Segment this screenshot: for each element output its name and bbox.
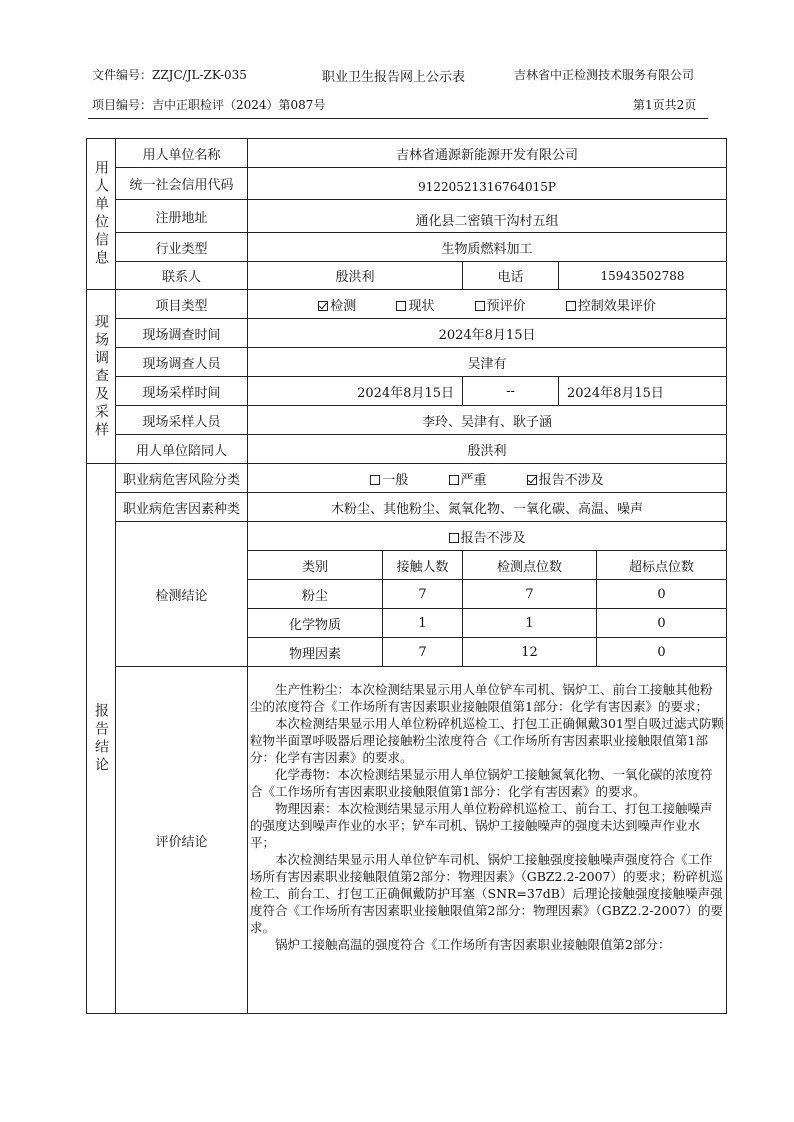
employer-name-label: 用人单位名称 — [116, 139, 248, 168]
row-sampling-time — [87, 377, 727, 406]
company-name: 吉林省中正检测技术服务有限公司 — [514, 68, 695, 82]
checkbox-icon — [566, 301, 576, 311]
surveyor-label: 现场调查人员 — [116, 348, 248, 377]
col-header-points: 检测点位数 — [463, 551, 597, 580]
risk-options — [248, 464, 727, 493]
table-cell: 7 — [463, 580, 597, 609]
table-cell: 0 — [597, 609, 727, 638]
option-control-evaluation: 控制效果评价 — [566, 295, 656, 314]
row-contact — [87, 262, 727, 290]
risk-label: 职业病危害风险分类 — [116, 464, 248, 493]
row-factors — [87, 493, 727, 522]
sampling-time-label: 现场采样时间 — [116, 377, 248, 406]
row-credit-code — [87, 168, 727, 200]
eval-paragraph: 本次检测结果显示用人单位铲车司机、锅炉工接触强度接触噪声强度符合《工作场所有害因素职业接触限值第2部分：物理因素》（GBZ2.2-2007）的要求；粉碎机巡检工、前台工、打包工正确佩戴防护耳塞（SNR=37dB）后理论接触强度接触噪声强度符合《工作场所有害因素职业接触限值第2部分：物理因素》（GBZ2.2-2007）的要求。 — [250, 852, 723, 935]
checkbox-icon — [449, 475, 459, 485]
eval-conclusion — [248, 667, 727, 1014]
detect-not-involved: 报告不涉及 — [248, 522, 727, 551]
eval-paragraph: 生产性粉尘：本次检测结果显示用人单位铲车司机、锅炉工、前台工接触其他粉尘的浓度符合《工作场所有害因素职业接触限值第1部分：化学有害因素》的要求； — [250, 682, 713, 714]
row-risk — [87, 464, 727, 493]
phone: 15943502788 — [559, 262, 727, 290]
header-rule — [88, 118, 708, 119]
eval-paragraph: 化学毒物：本次检测结果显示用人单位锅炉工接触氮氧化物、一氧化碳的浓度符合《工作场所有害因素职业接触限值第1部分：化学有害因素》的要求。 — [250, 767, 713, 799]
table-cell: 0 — [597, 580, 727, 609]
row-project-type — [87, 290, 727, 319]
table-cell: 12 — [463, 638, 597, 667]
project-number: 项目编号：吉中正职检评（2024）第087号 — [92, 98, 326, 112]
table-cell: 7 — [383, 580, 463, 609]
doc-number: 文件编号：ZZJC/JL-ZK-035 — [92, 68, 247, 82]
option-severe: 严重 — [449, 469, 487, 488]
eval-label: 评价结论 — [116, 667, 248, 1014]
col-header-exceeding: 超标点位数 — [597, 551, 727, 580]
row-detect-not-involved — [87, 522, 727, 551]
companion: 殷洪利 — [248, 435, 727, 464]
industry: 生物质燃料加工 — [248, 233, 727, 262]
option-not-involved: 报告不涉及 — [527, 469, 604, 488]
col-header-category: 类别 — [248, 551, 383, 580]
phone-label: 电话 — [463, 262, 559, 290]
table-cell: 物理因素 — [248, 638, 383, 667]
sampler-label: 现场采样人员 — [116, 406, 248, 435]
table-cell: 粉尘 — [248, 580, 383, 609]
checkbox-icon — [475, 301, 485, 311]
sampling-end: 2024年8月15日 — [559, 377, 727, 406]
option-status: 现状 — [396, 295, 434, 314]
checkbox-checked-icon — [318, 301, 328, 311]
checkbox-checked-icon — [527, 475, 537, 485]
detect-label: 检测结论 — [116, 522, 248, 667]
project-type-label: 项目类型 — [116, 290, 248, 319]
section-survey: 现场调查及采样 — [87, 290, 116, 464]
factors-label: 职业病危害因素种类 — [116, 493, 248, 522]
checkbox-icon — [370, 475, 380, 485]
contact: 殷洪利 — [248, 262, 463, 290]
row-evaluation — [87, 667, 727, 1014]
col-header-exposed: 接触人数 — [383, 551, 463, 580]
address: 通化县二密镇干沟村五组 — [248, 200, 727, 233]
page-number: 第1页共2页 — [633, 98, 697, 112]
address-label: 注册地址 — [116, 200, 248, 233]
checkbox-icon — [449, 533, 459, 543]
eval-paragraph: 锅炉工接触高温的强度符合《工作场所有害因素职业接触限值第2部分： — [275, 937, 671, 952]
eval-paragraph: 本次检测结果显示用人单位粉碎机巡检工、打包工正确佩戴301型自吸过滤式防颗粒物半面罩呼吸器后理论接触粉尘浓度符合《工作场所有害因素职业接触限值第1部分：化学有害因素》的要求。 — [250, 716, 724, 765]
row-companion — [87, 435, 727, 464]
disclosure-table — [86, 138, 727, 1014]
factors: 木粉尘、其他粉尘、氮氧化物、一氧化碳、高温、噪声 — [248, 493, 727, 522]
checkbox-icon — [396, 301, 406, 311]
section-employer: 用人单位信息 — [87, 139, 116, 290]
sampling-separator: -- — [463, 377, 559, 406]
option-testing: 检测 — [318, 295, 356, 314]
sampling-start: 2024年8月15日 — [248, 377, 463, 406]
row-employer-name — [87, 139, 727, 168]
table-cell: 1 — [463, 609, 597, 638]
row-survey-time — [87, 319, 727, 348]
section-report: 报告结论 — [87, 464, 116, 1014]
row-industry — [87, 233, 727, 262]
table-cell: 7 — [383, 638, 463, 667]
row-address — [87, 200, 727, 233]
samplers: 李玲、吴津有、耿子涵 — [248, 406, 727, 435]
employer-name: 吉林省通源新能源开发有限公司 — [248, 139, 727, 168]
table-cell: 1 — [383, 609, 463, 638]
option-general: 一般 — [370, 469, 408, 488]
page-title: 职业卫生报告网上公示表 — [322, 70, 466, 85]
survey-time: 2024年8月15日 — [248, 319, 727, 348]
row-sampler — [87, 406, 727, 435]
credit-code: 91220521316764015P — [248, 168, 727, 200]
option-pre-evaluation: 预评价 — [475, 295, 526, 314]
project-type-options — [248, 290, 727, 319]
survey-time-label: 现场调查时间 — [116, 319, 248, 348]
contact-label: 联系人 — [116, 262, 248, 290]
eval-paragraph: 物理因素：本次检测结果显示用人单位粉碎机巡检工、前台工、打包工接触噪声的强度达到噪声作业的水平；铲车司机、锅炉工接触噪声的强度未达到噪声作业水平； — [250, 801, 713, 850]
industry-label: 行业类型 — [116, 233, 248, 262]
table-cell: 化学物质 — [248, 609, 383, 638]
row-surveyor — [87, 348, 727, 377]
credit-code-label: 统一社会信用代码 — [116, 168, 248, 200]
companion-label: 用人单位陪同人 — [116, 435, 248, 464]
table-cell: 0 — [597, 638, 727, 667]
surveyor: 吴津有 — [248, 348, 727, 377]
